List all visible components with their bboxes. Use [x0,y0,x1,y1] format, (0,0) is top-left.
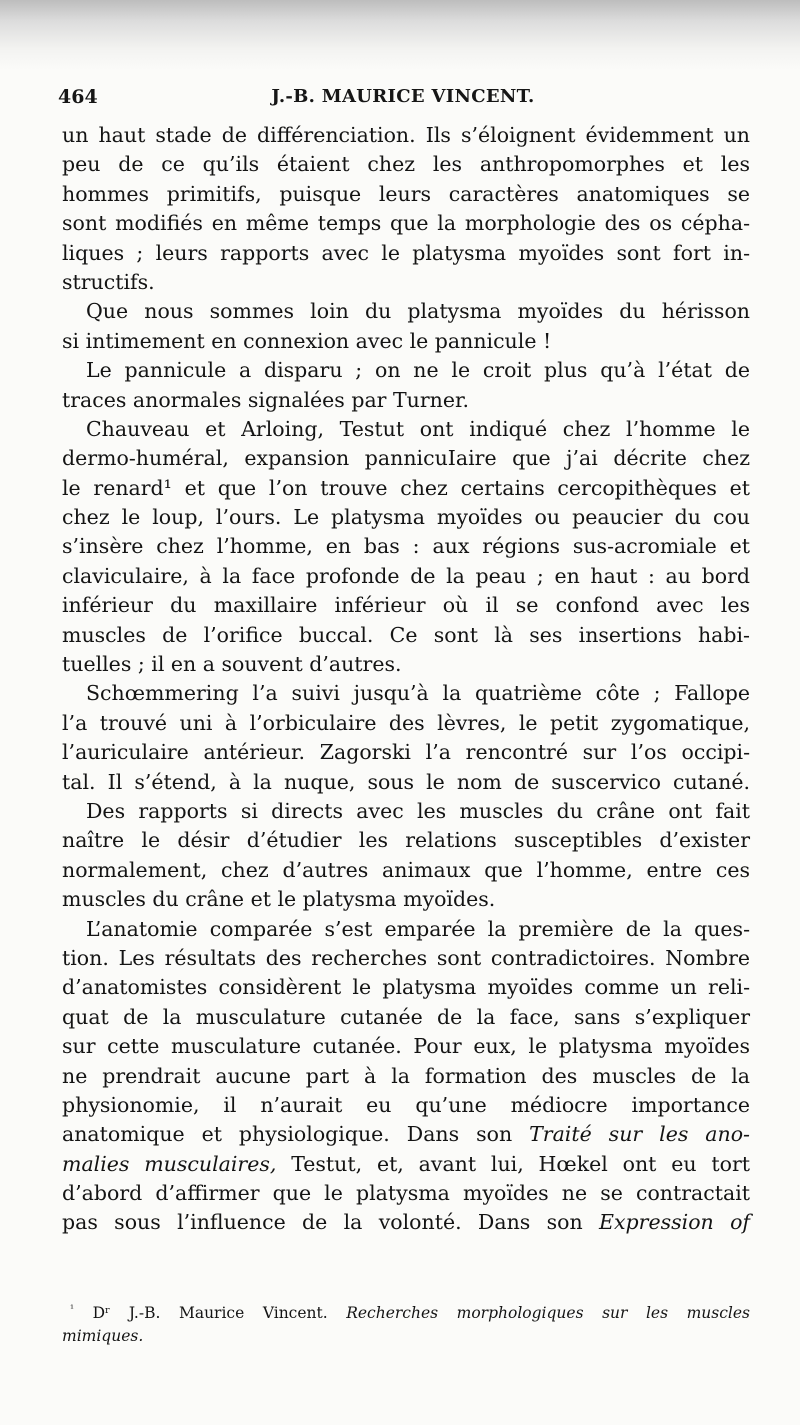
text-line: liques ; leurs rapports avec le platysma myoïdes sont fort in- [62,240,750,265]
footnote-title-cont: mimiques. [62,1327,144,1345]
text-fragment: pas sous l’influence de la volonté. Dans son [62,1210,583,1235]
text-line: chez le loup, l’ours. Le platysma myoïdes ou peaucier du cou [62,505,750,530]
text-line: tal. Il s’étend, à la nuque, sous le nom de suscervico cutané. [62,769,750,794]
text-line: sur cette musculature cutanée. Pour eux, le platysma myoïdes [62,1034,750,1059]
text-line: claviculaire, à la face profonde de la peau ; en haut : au bord [62,563,750,588]
text-line: muscles du crâne et le platysma myoïdes. [62,887,496,912]
text-line: Que nous sommes loin du platysma myoïdes du hérisson [86,299,750,324]
text-line: tuelles ; il en a souvent d’autres. [62,652,402,677]
text-line: Schœmmering l’a suivi jusqu’à la quatrième côte ; Fallope [86,681,750,706]
book-title-italic: Expression of [599,1210,750,1235]
text-line: d’anatomistes considèrent le platysma myoïdes comme un reli- [62,975,750,1000]
text-line: quat de la musculature cutanée de la face, sans s’expliquer [62,1004,750,1029]
text-line: s’insère chez l’homme, en bas : aux régions sus-acromiale et [62,534,750,559]
text-fragment: anatomique et physiologique. Dans son [62,1122,513,1147]
text-line: peu de ce qu’ils étaient chez les anthropomorphes et les [62,152,750,177]
text-line: hommes primitifs, puisque leurs caractères anatomiques se [62,181,750,206]
text-line [62,1120,750,1149]
page-header [58,86,748,116]
text-line: Chauveau et Arloing, Testut ont indiqué chez l’homme le [86,416,750,441]
text-line: naître le désir d’étudier les relations susceptibles d’exister [62,828,750,853]
text-line: l’auriculaire antérieur. Zagorski l’a rencontré sur l’os occipi- [62,740,750,765]
text-line: tion. Les résultats des recherches sont contradictoires. Nombre [62,945,750,970]
text-fragment: Testut, et, avant lui, Hœkel ont eu tort [291,1151,750,1176]
text-line: inférieur du maxillaire inférieur où il se confond avec les [62,593,750,618]
text-line: sont modifiés en même temps que la morphologie des os cépha- [62,211,750,236]
text-line [62,1150,750,1179]
text-line: d’abord d’affirmer que le platysma myoïdes ne se contractait [62,1181,750,1206]
text-line: L’anatomie comparée s’est emparée la première de la ques- [86,916,750,941]
text-line [62,1208,750,1237]
text-line: normalement, chez d’autres animaux que l’homme, entre ces [62,857,750,882]
running-head: J.-B. MAURICE VINCENT. [271,86,535,107]
text-line: le renard¹ et que l’on trouve chez certains cercopithèques et [62,475,750,500]
text-line: muscles de l’orifice buccal. Ce sont là ses insertions habi- [62,622,750,647]
footnote-author: Dʳ J.-B. Maurice Vincent. [92,1304,328,1322]
scan-shadow [0,0,800,70]
footnote-marker: ¹ [70,1303,75,1315]
text-line: Le pannicule a disparu ; on ne le croit plus qu’à l’état de [86,358,750,383]
footnote-line [62,1325,750,1348]
text-line: traces anormales signalées par Turner. [62,387,470,412]
book-title-italic: Traité sur les ano- [529,1122,750,1147]
text-line: physionomie, il n’aurait eu qu’une médiocre importance [62,1092,750,1117]
text-line: l’a trouvé uni à l’orbiculaire des lèvres, le petit zygomatique, [62,710,750,735]
text-line: Des rapports si directs avec les muscles du crâne ont fait [86,798,750,823]
book-title-italic: malies musculaires, [62,1151,277,1176]
text-line: ne prendrait aucune part à la formation des muscles de la [62,1063,750,1088]
text-line: si intimement en connexion avec le pannicule ! [62,328,552,353]
text-line: un haut stade de différenciation. Ils s’éloignent évidemment un [62,123,750,147]
footnote-line [62,1302,750,1325]
footnote [62,1302,750,1348]
text-line: structifs. [62,269,155,294]
text-line: dermo-huméral, expansion pannicuIaire que j’ai décrite chez [62,446,750,471]
footnote-title: Recherches morphologiques sur les muscles [346,1304,750,1322]
body-text [62,121,750,1238]
page-number: 464 [58,86,98,108]
